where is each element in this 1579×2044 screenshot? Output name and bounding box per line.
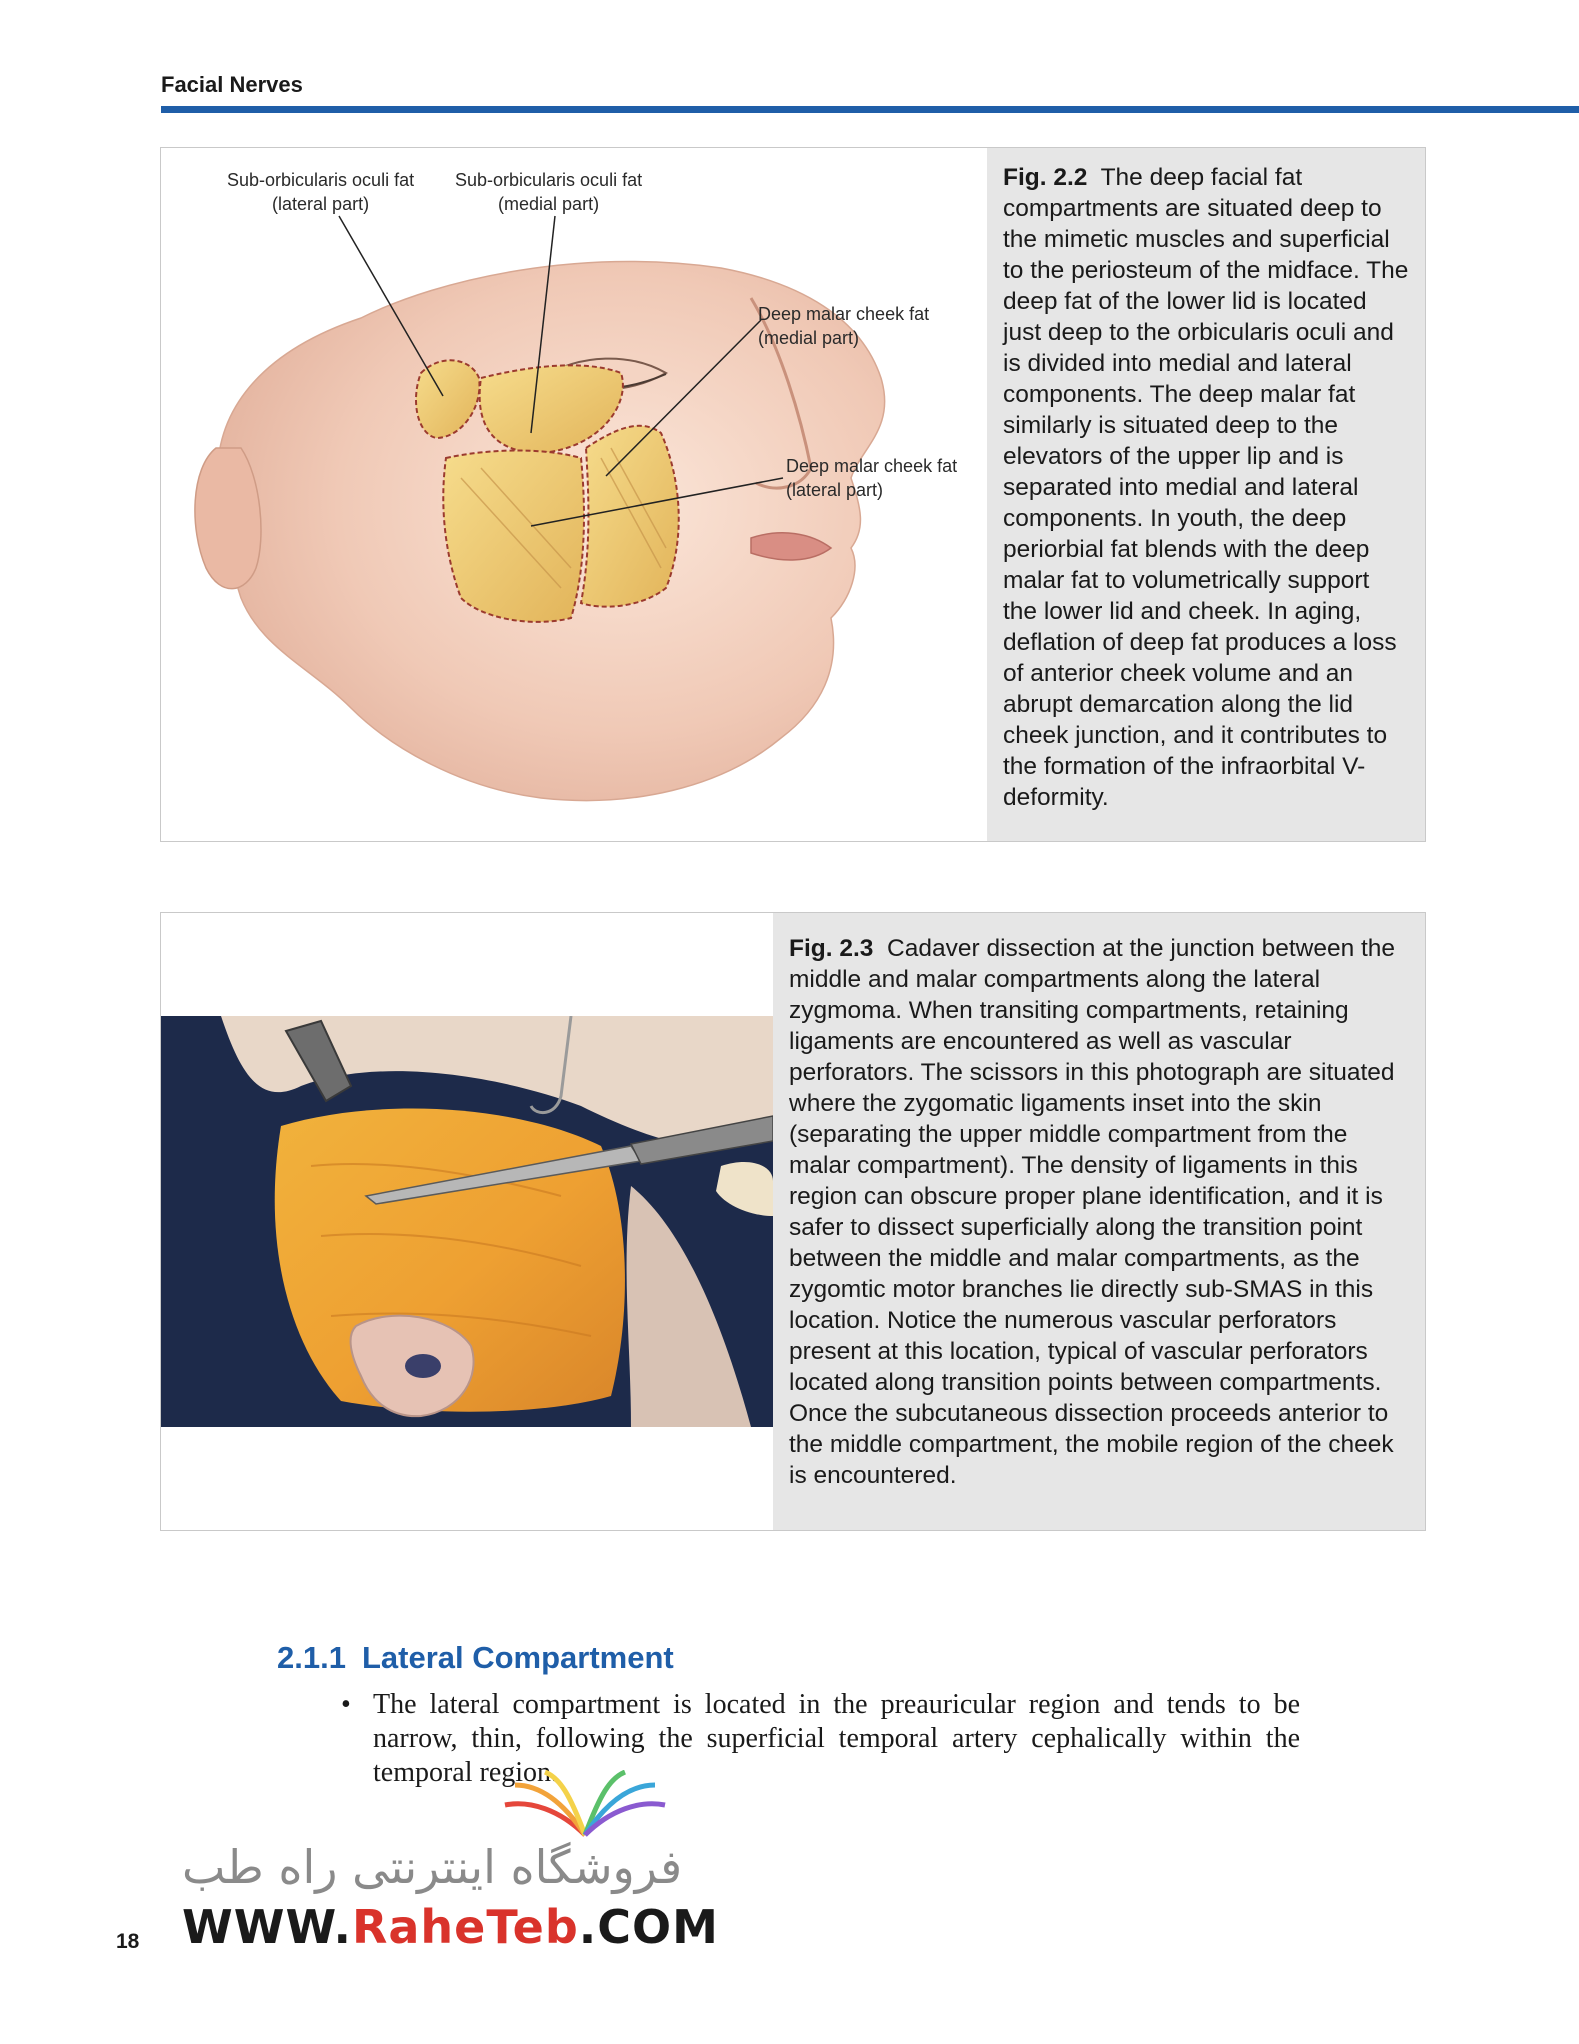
label-deep-malar-medial: Deep malar cheek fat (medial part) [758, 304, 930, 348]
label-sub-orb-medial: Sub-orbicularis oculi fat (medial part) [455, 170, 643, 214]
figure-2-3 [160, 912, 1426, 1531]
header-title: Facial Nerves [161, 72, 303, 97]
cadaver-dissection-photo [161, 1016, 773, 1427]
section-title: Lateral Compartment [361, 1640, 674, 1675]
watermark-url: WWW.RaheTeb.COM [182, 1900, 719, 1954]
section-heading [277, 1640, 674, 1676]
watermark-persian-text: فروشگاه اینترنتی راه طب [182, 1840, 683, 1894]
ear-shape [195, 448, 261, 589]
figure-2-2-caption-box [987, 148, 1425, 841]
figure-2-2-caption [1003, 162, 1409, 813]
watermark [160, 1770, 719, 1954]
page-number: 18 [116, 1930, 140, 1953]
list-item: • The lateral compartment is located in the preauricular region and tends to be narrow, thin, following the superficial temporal artery cephalically within the temporal region. [341, 1689, 1300, 1788]
figure-2-2-number: Fig. 2.2 [1003, 164, 1088, 191]
figure-2-3-number: Fig. 2.3 [789, 935, 874, 962]
section-number: 2.1.1 [277, 1640, 346, 1675]
label-sub-orb-lateral: Sub-orbicularis oculi fat (lateral part) [227, 170, 415, 214]
figure-2-2-caption-text: The deep facial fat compartments are situated deep to the mimetic muscles and superficial to the periosteum of the midface. The deep fat of the lower lid is located just deep to the orbicularis oculi and is divided into medial and lateral components. The deep malar fat similarly is situated deep to the elevators of the upper lip and is separated into medial and lateral components. In youth, the deep periorbial fat blends with the deep malar fat to volumetrically support the lower lid and cheek. In aging, deflation of deep fat produces a loss of anterior cheek volume and an abrupt demarcation along the lid cheek junction, and it contributes to the formation of the infraorbital V-deformity. [1003, 164, 1409, 811]
figure-2-3-caption-text: Cadaver dissection at the junction between the middle and malar compartments along the lateral zygmoma. When transiting compartments, retaining ligaments are encountered as well as vascular perforators. The scissors in this photograph are situated where the zygomatic ligaments inset into the skin (separating the upper middle compartment from the malar compartment). The density of ligaments in this region can obscure proper plane identification, and it is safer to dissect superficially along the transition point between the middle and malar compartments, as the zygomtic motor branches lie directly sub-SMAS in this location. Notice the numerous vascular perforators present at this location, typical of vascular perforators located along transition points between compartments. Once the subcutaneous dissection proceeds anterior to the middle compartment, the mobile region of the cheek is encountered. [789, 935, 1396, 1489]
figure-2-3-caption [789, 933, 1411, 1491]
open-book-logo-icon [500, 1770, 670, 1840]
label-deep-malar-lateral: Deep malar cheek fat (lateral part) [786, 456, 958, 500]
header-rule [161, 106, 1579, 113]
bullet-icon: • [341, 1689, 351, 1720]
figure-2-2 [160, 147, 1426, 842]
figure-2-3-caption-box [773, 913, 1425, 1530]
